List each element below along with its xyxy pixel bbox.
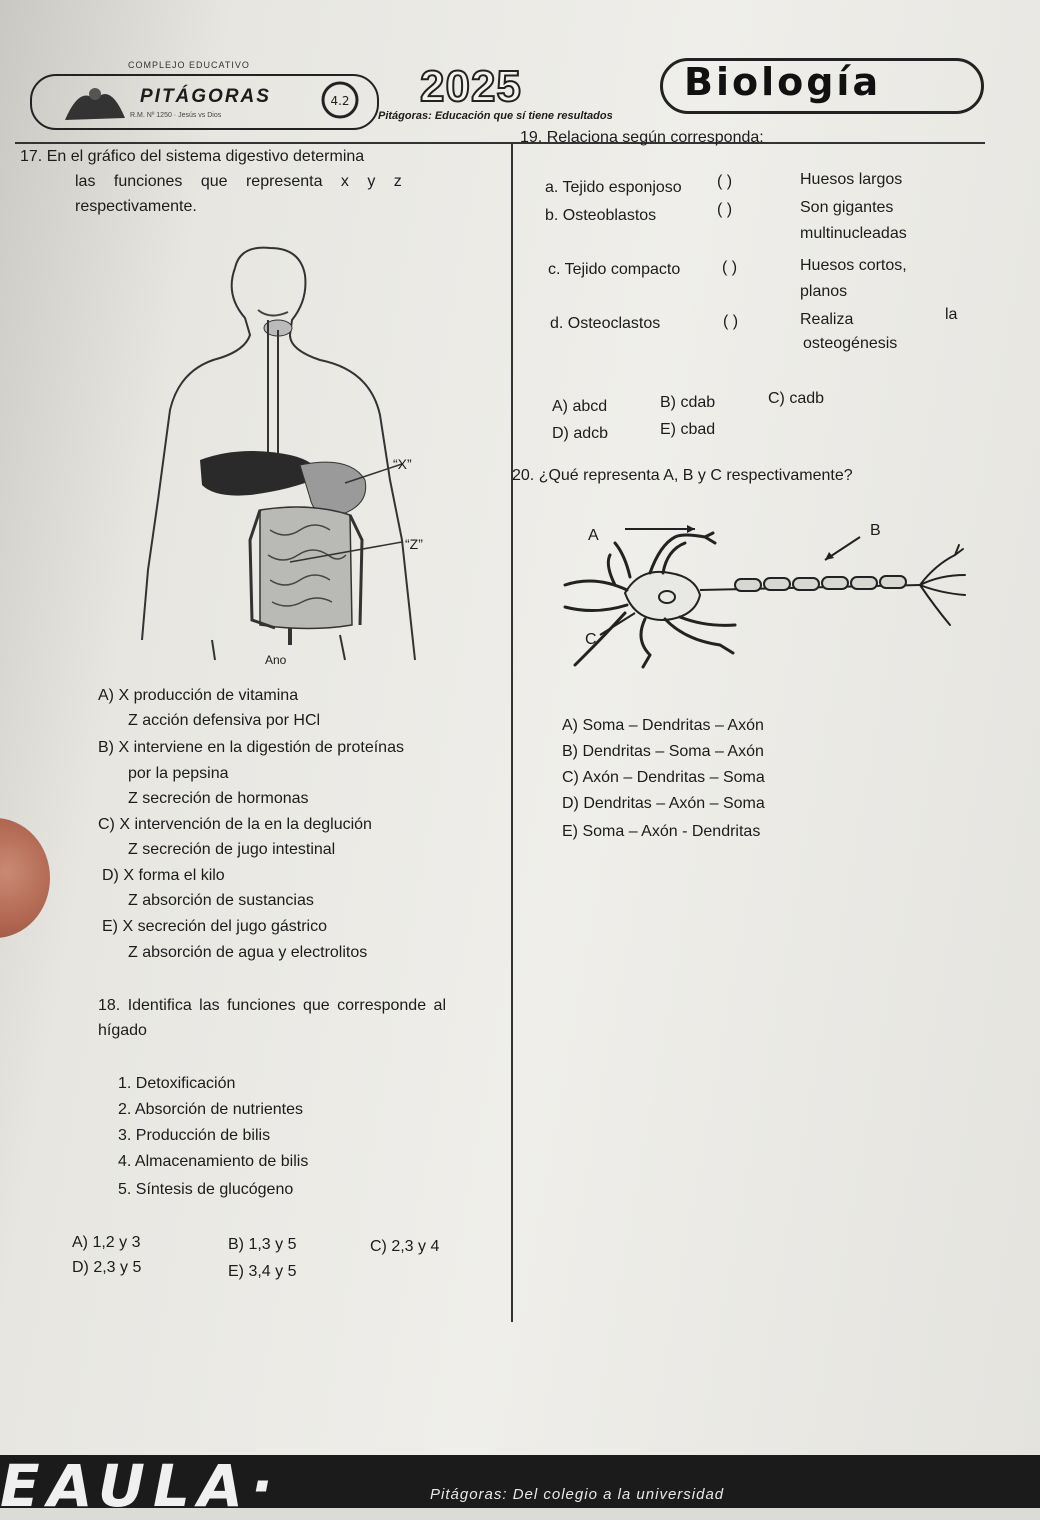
q20-title: 20. ¿Qué representa A, B y C respectivamente? bbox=[512, 467, 853, 484]
q17-option-c: C) X intervención de la en la deglución bbox=[98, 816, 372, 833]
q19-paren-1: ( ) bbox=[717, 173, 733, 190]
finger-photo-artifact bbox=[0, 818, 50, 938]
q19-paren-4: ( ) bbox=[723, 313, 739, 330]
slogan: Pitágoras: Educación que sí tiene resultados bbox=[378, 110, 613, 122]
q17-option-a: A) X producción de vitamina bbox=[98, 687, 299, 704]
q17-line2: las funciones que representa x y z bbox=[75, 173, 402, 190]
neuron-label-b: B bbox=[870, 522, 881, 539]
q19-left-c: c. Tejido compacto bbox=[548, 261, 681, 278]
label-ano: Ano bbox=[265, 653, 287, 667]
q19-answer-c: C) cadb bbox=[768, 390, 825, 407]
q19-paren-3: ( ) bbox=[722, 259, 738, 276]
q17-option-b: B) X interviene en la digestión de proteínas bbox=[98, 739, 404, 756]
q18-item-4: 4. Almacenamiento de bilis bbox=[118, 1153, 309, 1170]
q20-option-b: B) Dendritas – Soma – Axón bbox=[562, 743, 764, 760]
q17-option-e-z: Z absorción de agua y electrolitos bbox=[128, 944, 368, 961]
digestive-system-diagram bbox=[140, 240, 500, 670]
q18-answer-c: C) 2,3 y 4 bbox=[370, 1238, 440, 1255]
q20-option-d: D) Dendritas – Axón – Soma bbox=[562, 795, 765, 812]
neuron-diagram bbox=[555, 515, 980, 675]
q19-answer-e: E) cbad bbox=[660, 421, 716, 438]
q18-line2: hígado bbox=[98, 1022, 147, 1039]
q18-line1: 18. Identifica las funciones que corresponde al bbox=[98, 997, 446, 1014]
q17-option-e: E) X secreción del jugo gástrico bbox=[102, 918, 327, 935]
q18-answer-e: E) 3,4 y 5 bbox=[228, 1263, 297, 1280]
q19-left-b: b. Osteoblastos bbox=[545, 207, 657, 224]
school-logo-icon bbox=[60, 80, 130, 124]
q17-option-d-z: Z absorción de sustancias bbox=[128, 892, 314, 909]
q19-right-4: Realiza bbox=[800, 311, 854, 328]
q18-answer-d: D) 2,3 y 5 bbox=[72, 1259, 142, 1276]
q19-answer-a: A) abcd bbox=[552, 398, 608, 415]
header-divider bbox=[15, 142, 985, 144]
neuron-label-c: C bbox=[585, 631, 597, 648]
q19-right-4-cont: osteogénesis bbox=[803, 335, 898, 352]
q18-item-3: 3. Producción de bilis bbox=[118, 1127, 271, 1144]
q18-answer-b: B) 1,3 y 5 bbox=[228, 1236, 297, 1253]
q17-line3: respectivamente. bbox=[75, 198, 197, 215]
q17-option-a-z: Z acción defensiva por HCl bbox=[128, 712, 321, 729]
q19-right-2: Son gigantes bbox=[800, 199, 894, 216]
q17-line1: 17. En el gráfico del sistema digestivo determina bbox=[20, 148, 365, 165]
q17-option-b-z: Z secreción de hormonas bbox=[128, 790, 309, 807]
subject-title: Biología bbox=[684, 60, 882, 104]
q19-right-2-cont: multinucleadas bbox=[800, 225, 907, 242]
q19-answer-d: D) adcb bbox=[552, 425, 609, 442]
q17-option-d: D) X forma el kilo bbox=[102, 867, 225, 884]
q18-item-5: 5. Síntesis de glucógeno bbox=[118, 1181, 294, 1198]
footer-text: Pitágoras: Del colegio a la universidad bbox=[430, 1486, 725, 1503]
label-x: “X” bbox=[393, 456, 412, 472]
school-top-text: COMPLEJO EDUCATIVO bbox=[128, 60, 250, 70]
q19-left-a: a. Tejido esponjoso bbox=[545, 179, 682, 196]
q19-left-d: d. Osteoclastos bbox=[550, 315, 661, 332]
q19-right-4-la: la bbox=[945, 306, 958, 323]
q18-answer-a: A) 1,2 y 3 bbox=[72, 1234, 141, 1251]
label-z: “Z” bbox=[405, 536, 423, 552]
q17-option-b-cont: por la pepsina bbox=[128, 765, 229, 782]
q17-option-c-z: Z secreción de jugo intestinal bbox=[128, 841, 336, 858]
q20-option-e: E) Soma – Axón - Dendritas bbox=[562, 823, 761, 840]
q19-paren-2: ( ) bbox=[717, 201, 733, 218]
school-emblem-icon bbox=[318, 80, 362, 120]
q19-right-3: Huesos cortos, bbox=[800, 257, 907, 274]
year-title: 2025 bbox=[420, 62, 522, 111]
neuron-label-a: A bbox=[588, 527, 599, 544]
q19-right-1: Huesos largos bbox=[800, 171, 903, 188]
q18-item-1: 1. Detoxificación bbox=[118, 1075, 236, 1092]
q20-option-a: A) Soma – Dendritas – Axón bbox=[562, 717, 764, 734]
q19-answer-b: B) cdab bbox=[660, 394, 716, 411]
footer-logo: EAULA· bbox=[0, 1452, 281, 1520]
svg-text:4.2: 4.2 bbox=[330, 94, 350, 108]
q20-option-c: C) Axón – Dendritas – Soma bbox=[562, 769, 765, 786]
school-sub-text: R.M. Nº 1250 · Jesús vs Dios bbox=[130, 112, 222, 119]
q19-right-3-cont: planos bbox=[800, 283, 848, 300]
school-name: PITÁGORAS bbox=[140, 86, 271, 107]
q18-item-2: 2. Absorción de nutrientes bbox=[118, 1101, 304, 1118]
q19-title: 19. Relaciona según corresponda: bbox=[520, 129, 764, 146]
column-divider bbox=[511, 142, 513, 1322]
